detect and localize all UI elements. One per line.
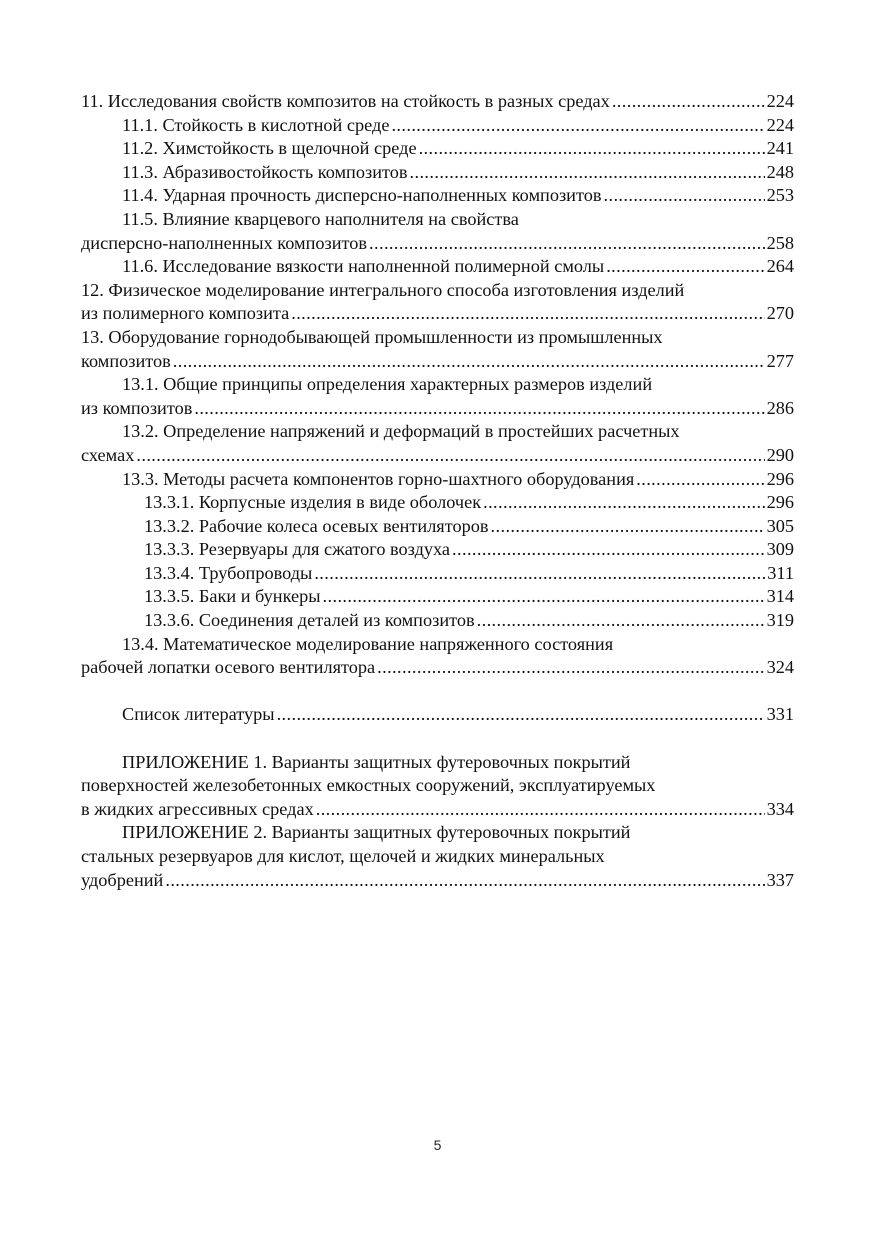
toc-entry-title: из композитов (81, 397, 193, 418)
toc-entry (81, 255, 794, 279)
dot-leader (323, 585, 765, 609)
toc-entry-title: 11.2. Химстойкость в щелочной среде (122, 138, 417, 159)
toc-entry-title: 13.3.1. Корпусные изделия в виде оболочек (144, 492, 482, 513)
toc-page-number: 277 (766, 350, 794, 371)
dot-leader (612, 90, 765, 114)
toc-entry (81, 373, 794, 420)
toc-entry-title: 13.3.5. Баки и бункеры (144, 586, 321, 607)
toc-entry (81, 633, 794, 680)
toc-entry (81, 114, 794, 138)
dot-leader (369, 232, 765, 256)
toc-entry-title: ПРИЛОЖЕНИЕ 1. Варианты защитных футеровочных покрытий (122, 751, 631, 772)
toc-page-number: 311 (767, 562, 794, 583)
toc-page-number: 248 (766, 161, 794, 182)
dot-leader (277, 703, 765, 727)
toc-entry (81, 184, 794, 208)
toc-page-number: 319 (766, 610, 794, 631)
toc-page-number: 224 (766, 114, 794, 135)
toc-page-number: 331 (766, 704, 794, 725)
dot-leader (636, 468, 764, 492)
toc-entry-title: 12. Физическое моделирование интегрального способа изготовления изделий (81, 279, 685, 300)
toc-entry (81, 751, 794, 822)
toc-page-number: 314 (766, 586, 794, 607)
toc-entry (81, 420, 794, 467)
toc-entry-title: 11.6. Исследование вязкости наполненной полимерной смолы (122, 256, 605, 277)
toc-entry-title: 13.4. Математическое моделирование напряженного состояния (122, 633, 614, 654)
toc-entry-title: 13.2. Определение напряжений и деформаций в простейших расчетных (122, 421, 680, 442)
dot-leader (410, 161, 765, 185)
toc-entry-title: композитов (81, 350, 171, 371)
toc-entry (81, 491, 794, 515)
toc-entry-title: 13.3.6. Соединения деталей из композитов (144, 610, 475, 631)
toc-page-number: 264 (766, 256, 794, 277)
toc-page-number: 224 (766, 91, 794, 111)
toc-entry-title: рабочей лопатки осевого вентилятора (81, 657, 376, 678)
toc-page-number: 334 (766, 798, 794, 819)
toc-entry (81, 279, 794, 326)
toc-page-number: 253 (766, 185, 794, 206)
toc-entry-title: стальных резервуаров для кислот, щелочей и жидких минеральных (81, 846, 605, 866)
dot-leader (377, 656, 764, 680)
dot-leader (452, 538, 765, 562)
toc-entry (81, 326, 794, 373)
table-of-contents (81, 90, 794, 892)
toc-entry (81, 90, 794, 114)
toc-entry-title: 13.3.2. Рабочие колеса осевых вентиляторов (144, 515, 489, 536)
toc-entry-title: в жидких агрессивных средах (81, 798, 314, 819)
toc-page-number: 296 (766, 468, 794, 489)
toc-entry-title: 13.1. Общие принципы определения характерных размеров изделий (122, 374, 653, 395)
toc-page-number: 241 (766, 138, 794, 159)
toc-page-number: 290 (766, 444, 794, 465)
toc-entry-title: поверхностей железобетонных емкостных сооружений, эксплуатируемых (81, 775, 656, 796)
toc-entry (81, 821, 794, 892)
toc-page-number: 305 (766, 515, 794, 536)
toc-entry (81, 703, 794, 727)
toc-page-number: 258 (766, 232, 794, 253)
toc-entry (81, 137, 794, 161)
dot-leader (136, 444, 764, 468)
toc-page-number: 286 (766, 397, 794, 418)
toc-entry (81, 161, 794, 185)
toc-entry-title: удобрений (81, 869, 164, 890)
toc-entry-title: дисперсно-наполненных композитов (81, 232, 368, 253)
dot-leader (165, 869, 764, 893)
toc-entry-title: 11.3. Абразивостойкость композитов (122, 161, 408, 182)
toc-entry-title: Список литературы (122, 704, 275, 725)
toc-entry (81, 515, 794, 539)
dot-leader (419, 137, 765, 161)
dot-leader (604, 184, 765, 208)
toc-page-number: 337 (766, 869, 794, 890)
toc-entry-title: 11.4. Ударная прочность дисперсно-наполненных композитов (122, 185, 602, 206)
toc-spacer (81, 727, 794, 751)
toc-entry (81, 208, 794, 255)
dot-leader (477, 609, 765, 633)
toc-entry-title: 11.5. Влияние кварцевого наполнителя на свойства (122, 208, 519, 229)
toc-entry-title: 13.3.4. Трубопроводы (144, 562, 313, 583)
toc-entry-title: 11. Исследования свойств композитов на стойкость в разных средах (81, 91, 610, 111)
toc-entry-title: 13.3.3. Резервуары для сжатого воздуха (144, 539, 451, 560)
dot-leader (606, 255, 764, 279)
dot-leader (483, 491, 764, 515)
toc-spacer (81, 680, 794, 704)
dot-leader (194, 397, 764, 421)
toc-entry-title: 13. Оборудование горнодобывающей промышленности из промышленных (81, 326, 663, 347)
toc-entry-title: схемах (81, 444, 135, 465)
dot-leader (291, 302, 764, 326)
toc-entry (81, 562, 794, 586)
dot-leader (316, 798, 765, 822)
toc-page-number: 324 (766, 657, 794, 678)
toc-entry (81, 538, 794, 562)
toc-page-number: 309 (766, 539, 794, 560)
toc-page-number: 296 (766, 492, 794, 513)
dot-leader (314, 562, 765, 586)
toc-entry-title: 13.3. Методы расчета компонентов горно-шахтного оборудования (122, 468, 635, 489)
dot-leader (173, 350, 765, 374)
toc-page-number: 270 (766, 303, 794, 324)
dot-leader (391, 114, 764, 138)
toc-entry (81, 609, 794, 633)
toc-entry-title: 11.1. Стойкость в кислотной среде (122, 114, 390, 135)
toc-entry-title: ПРИЛОЖЕНИЕ 2. Варианты защитных футеровочных покрытий (122, 822, 631, 843)
toc-entry (81, 468, 794, 492)
dot-leader (491, 515, 765, 539)
page-number: 5 (433, 1137, 442, 1153)
toc-entry (81, 585, 794, 609)
toc-entry-title: из полимерного композита (81, 303, 290, 324)
